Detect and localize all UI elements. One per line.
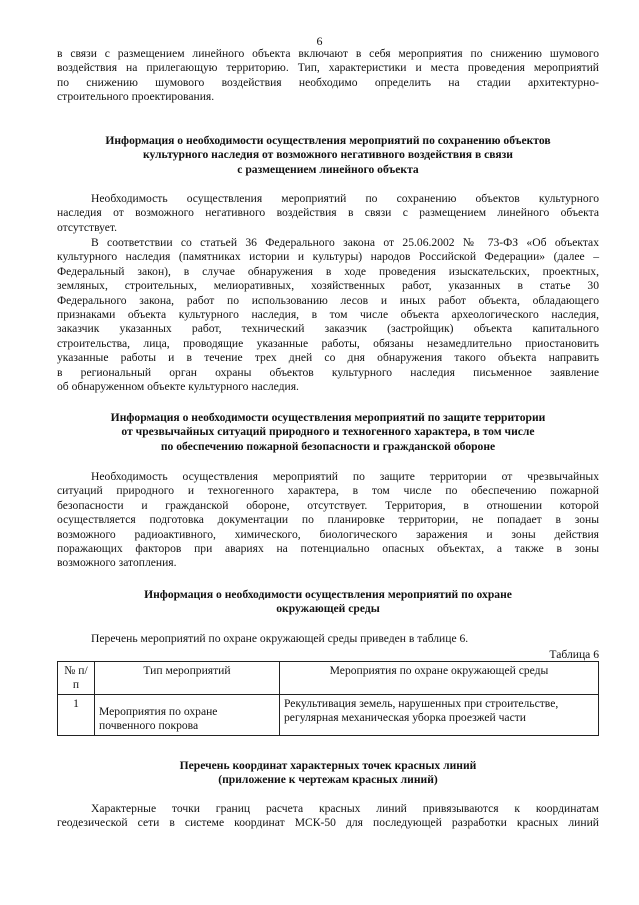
heading-line: (приложение к чертежам красных линий) — [218, 773, 438, 787]
table-row — [58, 695, 599, 736]
header-cell-number: № п/п — [58, 662, 95, 695]
text-line: безопасности и гражданской обороне, отсутствует. Территория, в отношении которой — [57, 498, 599, 512]
text-line: указанные работы и в течение трех дней со дня обнаружения такого объекта направить — [57, 351, 599, 365]
table-caption: Таблица 6 — [549, 648, 599, 661]
page-number: 6 — [316, 34, 323, 48]
heading-line: от чрезвычайных ситуаций природного и техногенного характера, в том числе — [121, 425, 535, 439]
text-line: Необходимость осуществления мероприятий по защите территории от чрезвычайных — [91, 470, 599, 483]
heading-heritage — [57, 134, 599, 177]
heading-line: Информация о необходимости осуществления мероприятий по защите территории — [110, 411, 546, 424]
paragraph-heritage-1 — [57, 192, 599, 235]
text-line: признаками объекта культурного наследия, в том числе объекта археологического наследия, — [57, 307, 599, 321]
paragraph-emergency — [57, 470, 599, 571]
heading-line: Информация о необходимости осуществления мероприятий по охране — [144, 588, 512, 601]
text-line: наследия от возможного негативного воздействия в связи с размещением линейного объекта — [57, 206, 599, 220]
heading-line: культурного наследия от возможного негативного воздействия в связи — [143, 148, 513, 162]
header-cell-type: Тип мероприятий — [95, 662, 280, 695]
cell-measures: Рекультивация земель, нарушенных при строительстве, регулярная механическая уборка проезжей части — [280, 695, 599, 736]
text-line: Перечень мероприятий по охране окружающей среды приведен в таблице 6. — [91, 632, 469, 645]
text-line: возможного радиоактивного, химического, биологического заражения и зоны действия — [57, 527, 599, 541]
heading-line: окружающей среды — [276, 602, 380, 616]
text-line: ситуаций природного и техногенного характера, в том числе по обеспечению пожарной — [57, 484, 599, 498]
text-line: культурного наследия (памятниках истории и культуры) народов Российской Федерации» (далее – — [57, 250, 599, 264]
text-line: воздействия на прилегающую территорию. Тип, характеристики и места проведения мероприятий — [57, 61, 599, 75]
cell-type: Мероприятия по охране почвенного покрова — [95, 695, 280, 736]
paragraph-environment — [57, 632, 599, 646]
text-line: строительства, лица, проводящие указанные работы, обязаны незамедлительно приостановить — [57, 336, 599, 350]
text-line: В соответствии со статьей 36 Федерального закона от 25.06.2002 № 73-ФЗ «Об объектах — [91, 236, 599, 249]
text-line: геодезической сети в системе координат МСК-50 для последующей разработки красных линий — [57, 816, 599, 830]
paragraph-coordinates — [57, 802, 599, 831]
heading-emergency — [57, 411, 599, 454]
header-cell-measures: Мероприятия по охране окружающей среды — [280, 662, 599, 695]
heading-line: Информация о необходимости осуществления мероприятий по сохранению объектов — [105, 134, 551, 147]
text-line: строительного проектирования. — [57, 90, 215, 104]
text-line: заказчик указанных работ, технический заказчик (застройщик) объекта капитального — [57, 322, 599, 336]
heading-coordinates — [57, 759, 599, 788]
heading-line: Перечень координат характерных точек красных линий — [179, 759, 477, 772]
text-line: в связи с размещением линейного объекта включают в себя мероприятия по снижению шумового — [57, 47, 599, 60]
heading-environment — [57, 588, 599, 617]
text-line: Федерального закона, работ по использованию лесов и иных работ объекта, обладающего — [57, 293, 599, 307]
text-line: Федеральный закон), в случае обнаружения в ходе проведения изыскательских, проектных, — [57, 264, 599, 278]
paragraph-intro — [57, 47, 599, 105]
text-line: поражающих факторов при авариях на потенциально опасных объектах, а также в зоны — [57, 541, 599, 555]
text-line: земляных, строительных, мелиоративных, хозяйственных работ, указанных в статье 30 — [57, 279, 599, 293]
environment-table — [57, 661, 599, 736]
text-line: возможного затопления. — [57, 556, 177, 570]
cell-number: 1 — [58, 695, 95, 736]
text-line: Необходимость осуществления мероприятий по сохранению объектов культурного — [91, 192, 599, 205]
text-line: Характерные точки границ расчета красных линий привязываются к координатам — [91, 802, 599, 815]
paragraph-heritage-2 — [57, 236, 599, 394]
heading-line: с размещением линейного объекта — [237, 162, 419, 176]
text-line: по снижению шумового воздействия необходимо определить на стадии архитектурно- — [57, 75, 599, 89]
text-line: об обнаруженном объекте культурного наследия. — [57, 379, 299, 393]
text-line: отсутствует. — [57, 220, 118, 234]
heading-line: по обеспечению пожарной безопасности и гражданской обороне — [160, 439, 496, 453]
text-line: в региональный орган охраны объектов культурного наследия письменное заявление — [57, 365, 599, 379]
table-header-row — [58, 662, 599, 695]
text-line: осуществляется подготовка документации по планировке территории, не попадает в зоны — [57, 513, 599, 527]
